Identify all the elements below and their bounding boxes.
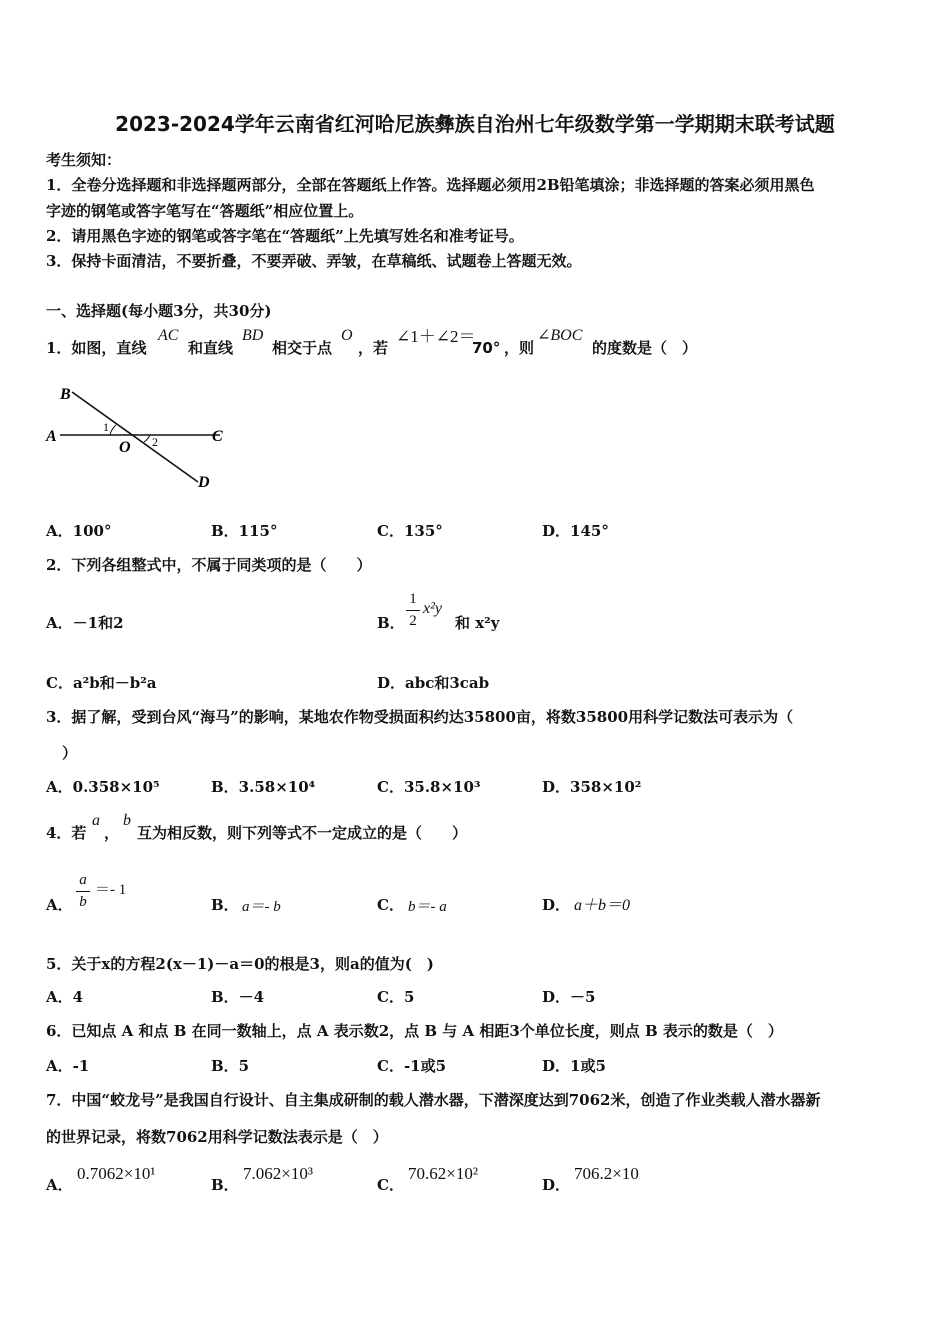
q1-angle-value: 70° — [472, 339, 501, 357]
q6-stem: 6．已知点 A 和点 B 在同一数轴上，点 A 表示数2，点 B 与 A 相距3个单位长度，则点 B 表示的数是（ ） — [46, 1022, 783, 1040]
q7-option-b-label: B． — [211, 1176, 239, 1194]
q1-point-o: O — [341, 327, 353, 344]
label-d: D — [198, 474, 210, 491]
q4-comma: ， — [104, 824, 120, 842]
line-bd — [72, 392, 198, 482]
q1-stem-4: ，若 — [358, 339, 389, 357]
notice-line-3: 3．保持卡面清洁，不要折叠，不要弄破、弄皱，在草稿纸、试题卷上答题无效。 — [46, 252, 582, 270]
q1-option-d: D．145° — [542, 522, 609, 540]
fraction-numerator: a — [79, 872, 87, 888]
q3-stem-close: ） — [62, 744, 78, 762]
q2-option-b-label: B． — [377, 614, 405, 632]
fraction-denominator: 2 — [409, 613, 417, 629]
q6-option-b: B．5 — [211, 1057, 250, 1075]
q4-var-a: a — [92, 812, 100, 829]
q3-stem: 3．据了解，受到台风“海马”的影响，某地农作物受损面积约达35800亩，将数35800用科学记数法可表示为（ — [46, 708, 794, 726]
q7-option-d-label: D． — [542, 1176, 571, 1194]
q4-option-c-label: C． — [377, 896, 404, 914]
notice-heading: 考生须知： — [46, 151, 122, 169]
label-a: A — [46, 428, 57, 445]
q2-option-a: A．－1和2 — [46, 614, 124, 632]
notice-line-2: 2．请用黑色字迹的钢笔或答字笔在“答题纸”上先填写姓名和准考证号。 — [46, 227, 524, 245]
label-b: B — [60, 386, 71, 403]
q4-option-c-expr: b＝- a — [408, 899, 447, 915]
label-c: C — [212, 428, 223, 445]
q2-option-b-fraction — [406, 592, 420, 629]
q1-line-ac: AC — [158, 327, 179, 344]
q6-option-d: D．1或5 — [542, 1057, 606, 1075]
fraction-bar — [406, 610, 420, 611]
q6-option-a: A．-1 — [46, 1057, 90, 1075]
q4-option-d-label: D． — [542, 896, 571, 914]
q5-option-c: C．5 — [377, 988, 415, 1006]
q6-option-c: C．-1或5 — [377, 1057, 447, 1075]
q4-option-d-expr: a＋b＝0 — [574, 897, 631, 914]
q1-stem-6: 的度数是（ ） — [592, 339, 698, 357]
q1-stem-5: ，则 — [504, 339, 535, 357]
q1-stem-2: 和直线 — [188, 339, 234, 357]
angle-2-arc — [144, 435, 150, 442]
q7-option-d-expr: 706.2×10 — [574, 1164, 639, 1183]
q7-option-b-expr: 7.062×10³ — [243, 1164, 313, 1183]
q7-stem-line-2: 的世界记录，将数7062用科学记数法表示是（ ） — [46, 1128, 388, 1146]
q2-option-b-expr: x²y — [423, 600, 442, 617]
notice-line-1b: 字迹的钢笔或答字笔写在“答题纸”相应位置上。 — [46, 202, 364, 220]
q1-option-a: A．100° — [46, 522, 112, 540]
q2-option-b-tail: 和 x²y — [455, 614, 500, 632]
q1-line-bd: BD — [242, 327, 264, 344]
q4-option-b-expr: a＝- b — [242, 899, 281, 915]
q7-stem-line-1: 7．中国“蛟龙号”是我国自行设计、自主集成研制的载人潜水器，下潜深度达到7062米，创造了作业类载人潜水器新 — [46, 1091, 821, 1109]
q4-option-a-fraction — [76, 873, 90, 910]
q5-option-b: B．－4 — [211, 988, 265, 1006]
fraction-bar — [76, 891, 90, 892]
q2-option-c: C．a²b和－b²a — [46, 674, 157, 692]
q1-stem-3: 相交于点 — [272, 339, 333, 357]
q7-option-a-label: A． — [46, 1176, 73, 1194]
q4-stem-1: 4．若 — [46, 824, 87, 842]
q4-var-b: b — [123, 812, 131, 829]
angle-1-arc — [110, 425, 116, 435]
q1-option-b: B．115° — [211, 522, 278, 540]
fraction-denominator: b — [79, 894, 87, 910]
q4-stem-2: 互为相反数，则下列等式不一定成立的是（ ） — [137, 824, 468, 842]
q2-option-d: D．abc和3cab — [377, 674, 490, 692]
label-1: 1 — [103, 420, 109, 434]
q2-stem: 2．下列各组整式中，不属于同类项的是（ ） — [46, 556, 372, 574]
q1-stem-1: 1．如图，直线 — [46, 339, 147, 357]
q3-option-a: A．0.358×10⁵ — [46, 778, 160, 796]
q3-option-b: B．3.58×10⁴ — [211, 778, 316, 796]
q4-option-a-tail: ＝- 1 — [95, 882, 127, 898]
notice-line-1a: 1．全卷分选择题和非选择题两部分，全部在答题纸上作答。选择题必须用2B铅笔填涂；非选择题的答案必须用黑色 — [46, 176, 815, 194]
q7-option-a-expr: 0.7062×10¹ — [77, 1164, 156, 1183]
label-o: O — [119, 439, 131, 456]
q3-option-d: D．358×10² — [542, 778, 642, 796]
q5-option-d: D．－5 — [542, 988, 596, 1006]
label-2: 2 — [152, 435, 158, 449]
q3-option-c: C．35.8×10³ — [377, 778, 481, 796]
q1-angle-expr: ∠1＋∠2＝ — [396, 327, 476, 346]
q5-stem: 5．关于x的方程2(x－1)－a＝0的根是3，则a的值为( ) — [46, 955, 434, 973]
q5-option-a: A．4 — [46, 988, 84, 1006]
q1-figure — [40, 380, 240, 495]
q7-option-c-label: C． — [377, 1176, 404, 1194]
page-title: 2023-2024学年云南省红河哈尼族彝族自治州七年级数学第一学期期末联考试题 — [115, 112, 835, 136]
fraction-numerator: 1 — [409, 591, 417, 607]
q7-option-c-expr: 70.62×10² — [408, 1164, 478, 1183]
q4-option-a-label: A． — [46, 896, 73, 914]
q1-option-c: C．135° — [377, 522, 443, 540]
q1-angle-boc: ∠BOC — [537, 327, 583, 344]
q4-option-b-label: B． — [211, 896, 239, 914]
section-heading: 一、选择题(每小题3分，共30分) — [46, 302, 272, 320]
